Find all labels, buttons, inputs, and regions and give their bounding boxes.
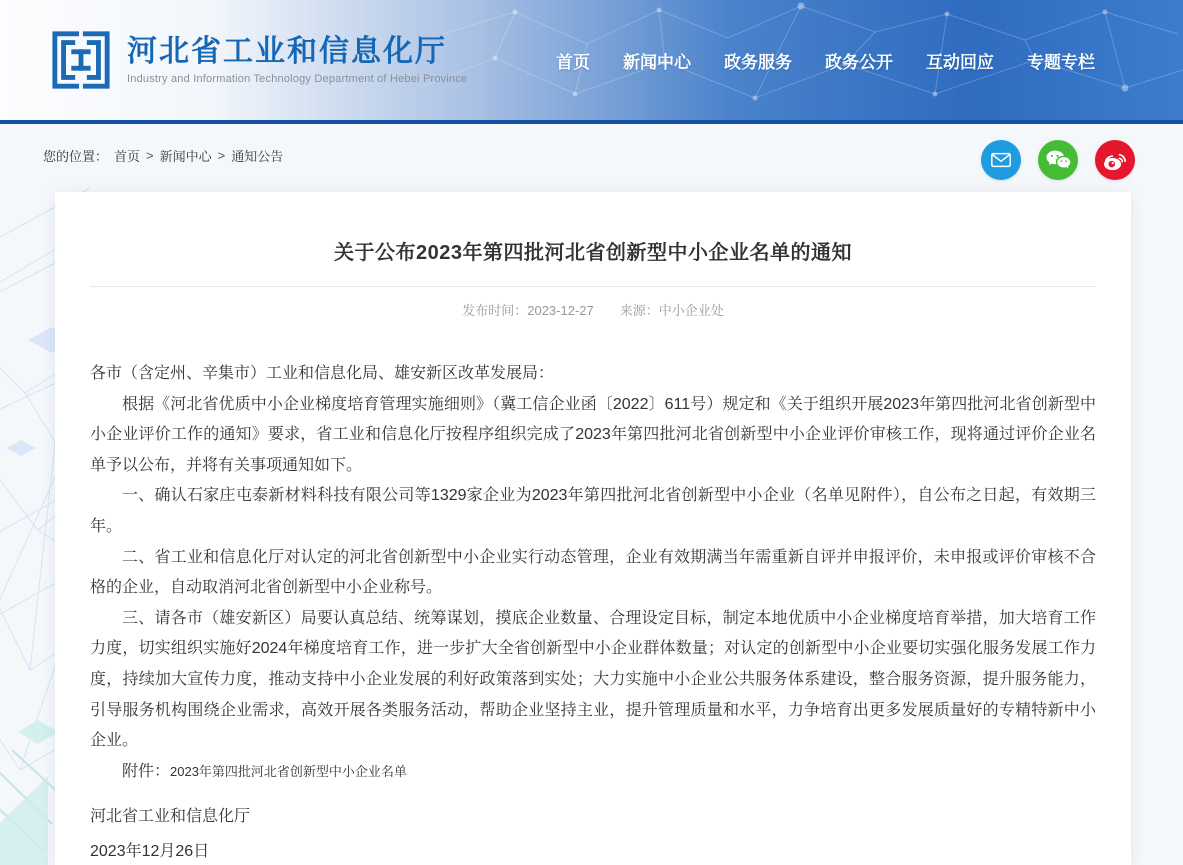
nav-item-services[interactable]: 政务服务 — [724, 52, 792, 72]
topbar — [0, 124, 1183, 188]
brand[interactable] — [50, 29, 467, 91]
article-card — [55, 192, 1131, 865]
breadcrumb — [43, 140, 283, 165]
envelope-icon — [990, 149, 1012, 171]
nav-item-special[interactable]: 专题专栏 — [1027, 52, 1095, 72]
article-meta — [90, 300, 1096, 319]
nav-item-interaction[interactable]: 互动回应 — [926, 52, 994, 72]
article-body — [90, 359, 1096, 865]
paragraph: 三、请各市（雄安新区）局要认真总结、统筹谋划，摸底企业数量、合理设定目标，制定本地优质中小企业梯度培育举措，加大培育工作力度，切实组织实施好2024年梯度培育工作，进一步扩大全省创新型中小企业群体数量；对认定的创新型中小企业要切实强化服务发展工作力度，持续加大宣传力度，推动支持中小企业发展的利好政策落到实处；大力实施中小企业公共服务体系建设，整合服务资源，提升服务能力，引导服务机构围绕企业需求，高效开展各类服务活动，帮助企业坚持主业，提升管理质量和水平，力争培育出更多发展质量好的专精特新中小企业。 — [90, 609, 1096, 750]
brand-text — [127, 35, 467, 85]
breadcrumb-label: 您的位置： — [43, 149, 109, 164]
source-label: 来源： — [619, 303, 659, 318]
main-nav — [556, 48, 1183, 73]
attachment-label: 附件： — [122, 762, 171, 780]
social-share-bar — [981, 140, 1135, 180]
attachment-row — [90, 757, 1096, 788]
publish-date: 2023-12-27 — [527, 303, 594, 318]
title-divider — [90, 286, 1096, 287]
publish-date-label: 发布时间： — [462, 303, 528, 318]
breadcrumb-current: 通知公告 — [231, 149, 284, 164]
site-header — [0, 0, 1183, 124]
paragraph: 一、确认石家庄屯泰新材料科技有限公司等1329家企业为2023年第四批河北省创新型中小企业（名单见附件），自公布之日起，有效期三年。 — [90, 487, 1096, 535]
paragraph-salutation: 各市（含定州、辛集市）工业和信息化局、雄安新区改革发展局： — [90, 365, 555, 382]
breadcrumb-separator: > — [146, 148, 154, 163]
weibo-icon — [1102, 148, 1128, 172]
signature-org: 河北省工业和信息化厅 — [90, 808, 251, 826]
wechat-icon — [1045, 149, 1071, 171]
source-value: 中小企业处 — [658, 303, 724, 318]
email-share-button[interactable] — [981, 140, 1021, 180]
site-subtitle: Industry and Information Technology Department of Hebei Province — [127, 73, 468, 85]
breadcrumb-separator: > — [217, 148, 226, 163]
nav-item-news[interactable]: 新闻中心 — [623, 52, 691, 72]
paragraph: 二、省工业和信息化厅对认定的河北省创新型中小企业实行动态管理，企业有效期满当年需重新自评并申报评价，未申报或评价审核不合格的企业，自动取消河北省创新型中小企业称号。 — [90, 548, 1096, 597]
attachment-link[interactable]: 2023年第四批河北省创新型中小企业名单 — [170, 763, 407, 779]
breadcrumb-home[interactable]: 首页 — [114, 149, 141, 164]
site-title: 河北省工业和信息化厅 — [127, 35, 447, 68]
wechat-share-button[interactable] — [1038, 140, 1078, 180]
weibo-share-button[interactable] — [1095, 140, 1135, 180]
breadcrumb-news[interactable]: 新闻中心 — [159, 149, 212, 164]
signature-date: 2023年12月26日 — [90, 843, 210, 861]
article-title: 关于公布2023年第四批河北省创新型中小企业名单的通知 — [334, 242, 852, 264]
paragraph: 根据《河北省优质中小企业梯度培育管理实施细则》（冀工信企业函〔2022〕611号）规定和《关于组织开展2023年第四批河北省创新型中小企业评价工作的通知》要求，省工业和信息化厅按程序组织完成了2023年第四批河北省创新型中小企业评价审核工作，现将通过评价企业名单予以公布，并将有关事项通知如下。 — [90, 395, 1096, 474]
nav-item-disclosure[interactable]: 政务公开 — [825, 52, 893, 72]
nav-item-home[interactable]: 首页 — [556, 52, 590, 72]
site-logo-icon — [50, 29, 112, 91]
